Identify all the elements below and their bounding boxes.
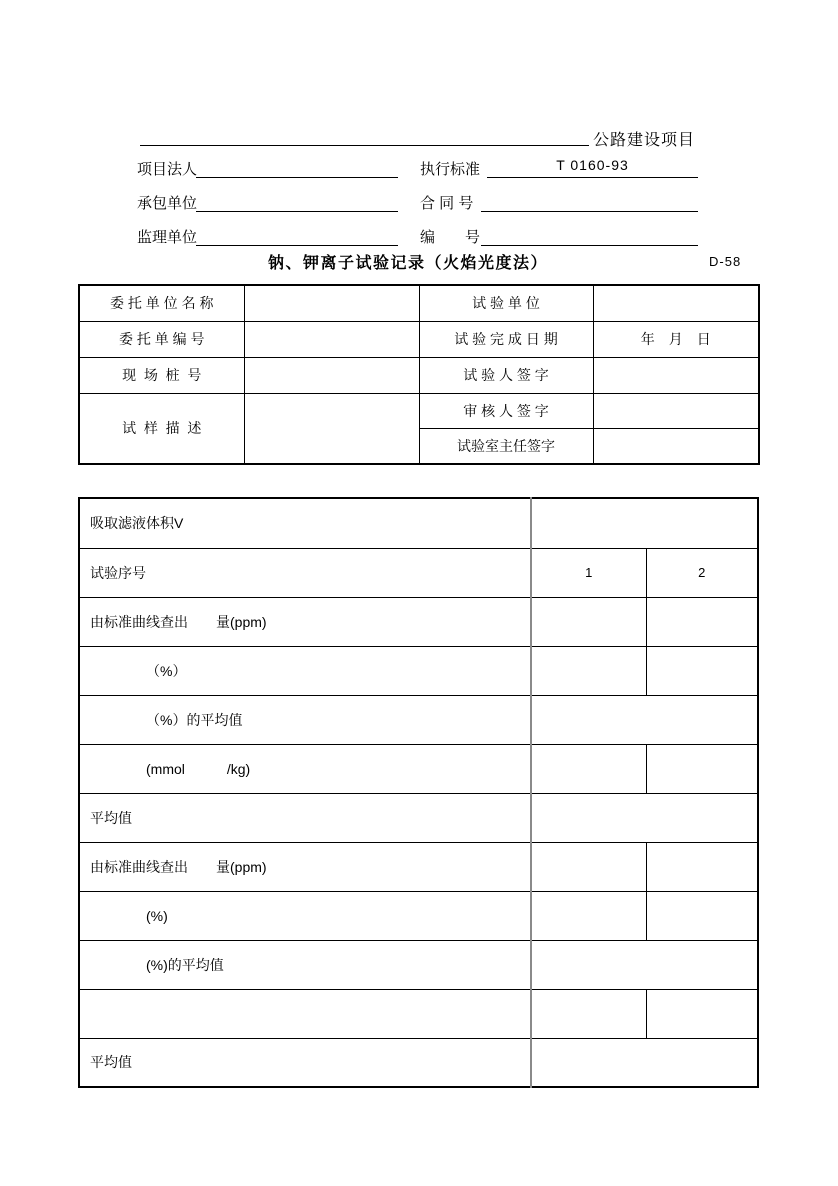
k-ppm-value-2-cell[interactable] [646, 842, 758, 891]
reviewer-sign-value-cell[interactable] [593, 393, 759, 428]
project-name-fill-line[interactable] [140, 126, 589, 146]
k-percent-average-value-cell[interactable] [531, 940, 758, 989]
table-row [79, 891, 758, 940]
table-row [79, 357, 759, 393]
test-number-2-cell: 2 [646, 548, 758, 597]
contract-no-fill-line[interactable] [481, 192, 698, 212]
table-row [79, 393, 759, 428]
supervisor-fill-line[interactable] [196, 226, 398, 246]
project-legal-fill-line[interactable] [196, 158, 398, 178]
serial-no-fill-line[interactable] [481, 226, 698, 246]
table-row [79, 498, 758, 548]
table-row [79, 646, 758, 695]
na-ppm-value-1-cell[interactable] [531, 597, 646, 646]
client-order-no-label: 委 托 单 编 号 [79, 321, 244, 357]
row-label-k-percent-average: (%)的平均值 [79, 940, 531, 989]
row-label-na-percent-average: （%）的平均值 [79, 695, 531, 744]
na-average-value-cell[interactable] [531, 793, 758, 842]
table-row [79, 548, 758, 597]
na-mmol-value-2-cell[interactable] [646, 744, 758, 793]
standard-label: 执行标准 [420, 161, 481, 178]
client-name-value-cell[interactable] [244, 285, 419, 321]
table-row [79, 940, 758, 989]
sample-desc-value-cell[interactable] [244, 393, 419, 464]
row-label-na-percent: （%） [79, 646, 531, 695]
na-percent-value-1-cell[interactable] [531, 646, 646, 695]
blank-value-2-cell[interactable] [646, 989, 758, 1038]
table-row [79, 321, 759, 357]
project-suffix-label: 公路建设项目 [593, 132, 696, 149]
na-mmol-value-1-cell[interactable] [531, 744, 646, 793]
contract-no-label: 合 同 号 [420, 195, 474, 212]
tester-sign-value-cell[interactable] [593, 357, 759, 393]
lab-chief-sign-label: 试验室主任签字 [419, 428, 593, 464]
table-row [79, 744, 758, 793]
table-row [79, 597, 758, 646]
tester-sign-label: 试 验 人 签 字 [419, 357, 593, 393]
form-code: D-58 [709, 254, 742, 269]
row-label-k-from-curve-ppm: 由标准曲线查出 量(ppm) [79, 842, 531, 891]
test-unit-label: 试 验 单 位 [419, 285, 593, 321]
table-row [79, 1038, 758, 1087]
table-row [79, 695, 758, 744]
finish-date-value-cell[interactable]: 年 月 日 [593, 321, 759, 357]
na-percent-value-2-cell[interactable] [646, 646, 758, 695]
client-name-label: 委 托 单 位 名 称 [79, 285, 244, 321]
reviewer-sign-label: 审 核 人 签 字 [419, 393, 593, 428]
lab-chief-sign-value-cell[interactable] [593, 428, 759, 464]
finish-date-label: 试 验 完 成 日 期 [419, 321, 593, 357]
row-label-blank [79, 989, 531, 1038]
table-row [79, 989, 758, 1038]
station-no-value-cell[interactable] [244, 357, 419, 393]
station-no-label: 现 场 桩 号 [79, 357, 244, 393]
serial-no-label: 编 号 [420, 229, 481, 246]
test-unit-value-cell[interactable] [593, 285, 759, 321]
na-ppm-value-2-cell[interactable] [646, 597, 758, 646]
k-percent-value-1-cell[interactable] [531, 891, 646, 940]
project-legal-label: 项目法人 [137, 161, 198, 178]
client-order-no-value-cell[interactable] [244, 321, 419, 357]
na-percent-average-value-cell[interactable] [531, 695, 758, 744]
data-table [78, 497, 759, 1088]
row-label-filtrate-volume: 吸取滤液体积V [79, 498, 531, 548]
row-label-k-percent: (%) [79, 891, 531, 940]
standard-value-field[interactable]: T 0160-93 [487, 157, 698, 178]
sample-desc-label: 试 样 描 述 [79, 393, 244, 464]
k-percent-value-2-cell[interactable] [646, 891, 758, 940]
row-label-test-number: 试验序号 [79, 548, 531, 597]
blank-value-1-cell[interactable] [531, 989, 646, 1038]
row-label-k-average: 平均值 [79, 1038, 531, 1087]
table-row [79, 842, 758, 891]
row-label-na-mmol-per-kg: (mmol /kg) [79, 744, 531, 793]
table-row [79, 285, 759, 321]
k-ppm-value-1-cell[interactable] [531, 842, 646, 891]
contractor-label: 承包单位 [137, 195, 198, 212]
row-label-na-average: 平均值 [79, 793, 531, 842]
row-label-na-from-curve-ppm: 由标准曲线查出 量(ppm) [79, 597, 531, 646]
table-row [79, 793, 758, 842]
test-number-1-cell: 1 [531, 548, 646, 597]
page-title: 钠、钾离子试验记录（火焰光度法） [268, 255, 549, 272]
filtrate-volume-value-cell[interactable] [531, 498, 758, 548]
info-table [78, 284, 760, 465]
contractor-fill-line[interactable] [196, 192, 398, 212]
k-average-value-cell[interactable] [531, 1038, 758, 1087]
supervisor-label: 监理单位 [137, 229, 198, 246]
